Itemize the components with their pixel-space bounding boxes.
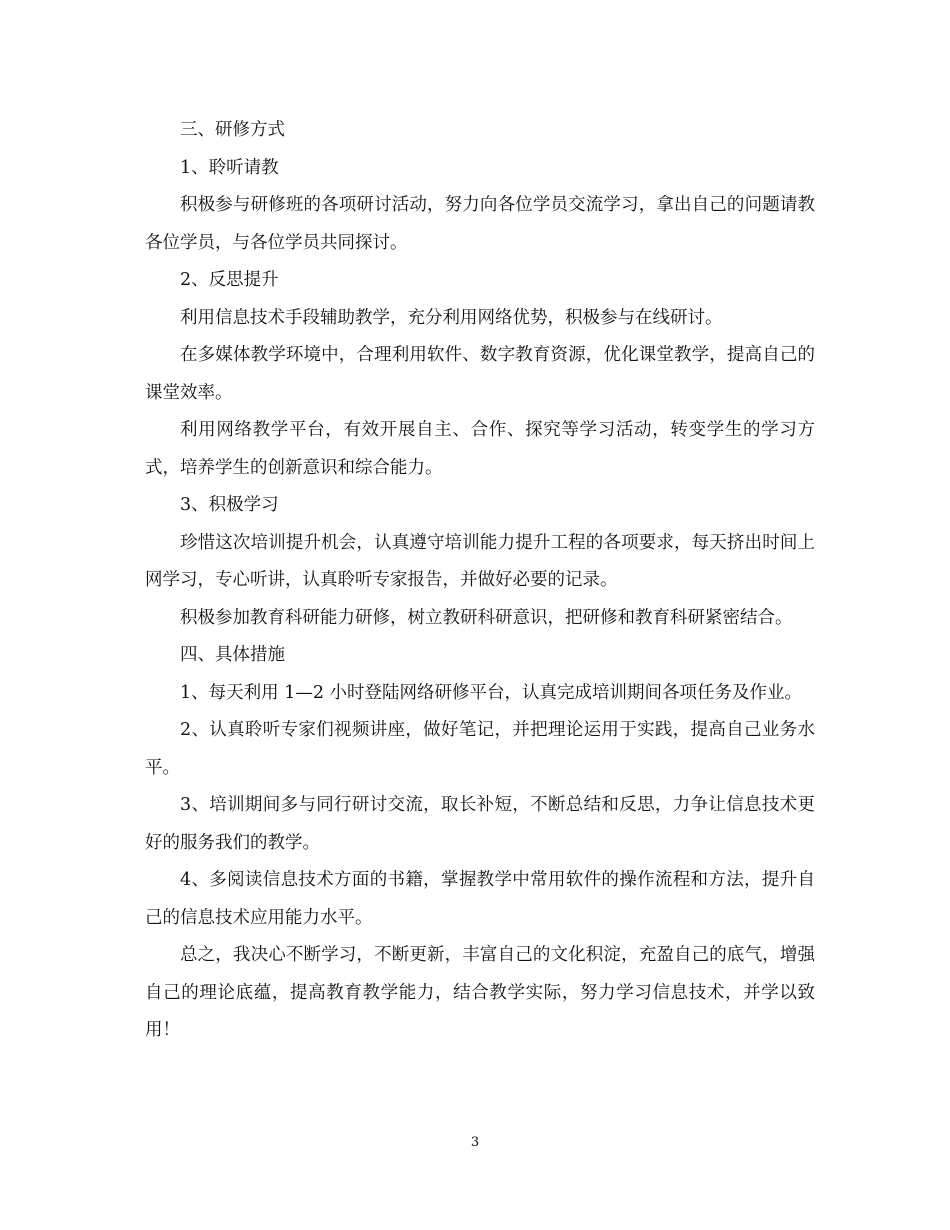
list-item: 2、认真聆听专家们视频讲座，做好笔记，并把理论运用于实践，提高自己业务水平。 [145,720,815,778]
paragraph: 积极参加教育科研能力研修，树立教研科研意识，把研修和教育科研紧密结合。 [180,607,793,628]
section-heading-measures: 四、具体措施 [180,645,285,665]
list-item: 1、每天利用 1—2 小时登陆网络研修平台，认真完成培训期间各项任务及作业。 [180,682,803,703]
section-heading-methods: 三、研修方式 [180,120,285,140]
page-number: 3 [470,1135,480,1150]
paragraph: 积极参与研修班的各项研讨活动，努力向各位学员交流学习，拿出自己的问题请教各位学员，与各位学员共同探讨。 [145,195,815,253]
subheading-study: 3、积极学习 [180,495,279,515]
subheading-listen: 1、聆听请教 [180,157,279,178]
paragraph: 利用信息技术手段辅助教学，充分利用网络优势，积极参与在线研讨。 [180,307,723,328]
list-item: 4、多阅读信息技术方面的书籍，掌握教学中常用软件的操作流程和方法，提升自己的信息技术应用能力水平。 [145,870,815,928]
paragraph: 利用网络教学平台，有效开展自主、合作、探究等学习活动，转变学生的学习方式，培养学生的创新意识和综合能力。 [145,420,815,478]
document-body [145,112,815,1050]
paragraph: 珍惜这次培训提升机会，认真遵守培训能力提升工程的各项要求，每天挤出时间上网学习，专心听讲，认真聆听专家报告，并做好必要的记录。 [145,532,815,590]
list-item: 3、培训期间多与同行研讨交流，取长补短，不断总结和反思，力争让信息技术更好的服务我们的教学。 [145,795,815,853]
subheading-reflect: 2、反思提升 [180,270,279,290]
paragraph: 在多媒体教学环境中，合理利用软件、数字教育资源，优化课堂教学，提高自己的课堂效率。 [145,345,815,403]
conclusion-paragraph: 总之，我决心不断学习，不断更新，丰富自己的文化积淀，充盈自己的底气，增强自己的理论底蕴，提高教育教学能力，结合教学实际，努力学习信息技术，并学以致用！ [145,945,815,1040]
